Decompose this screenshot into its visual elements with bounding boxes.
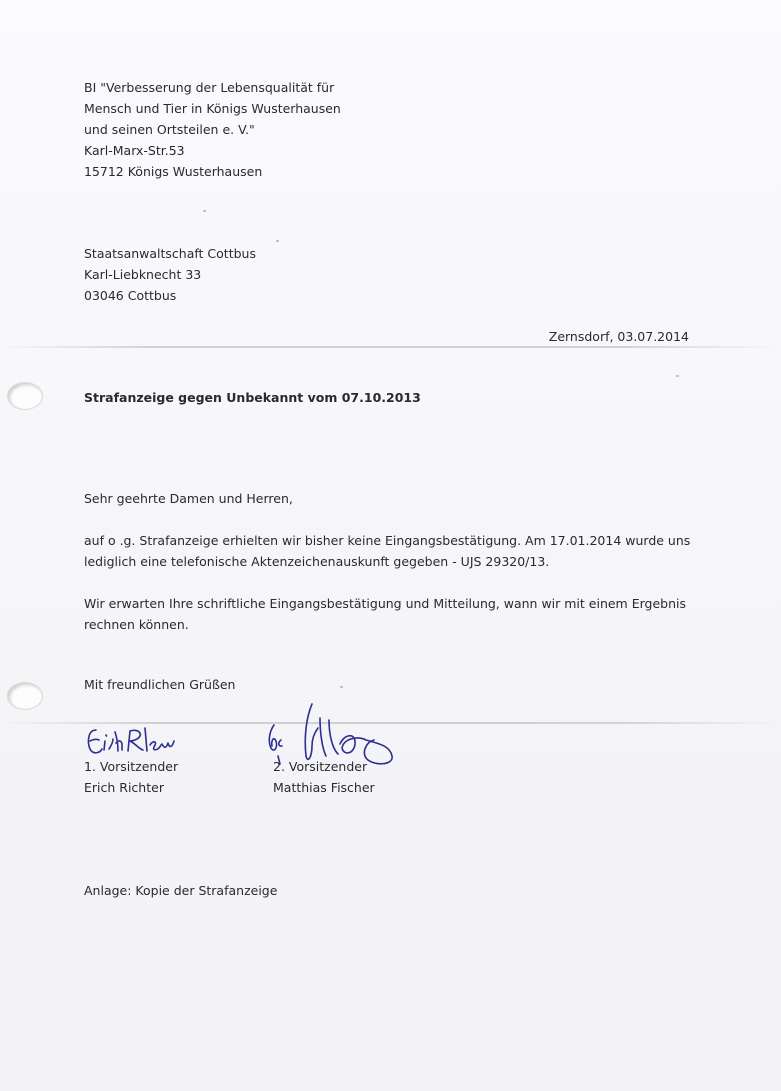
attachment-note: Anlage: Kopie der Strafanzeige <box>84 883 278 898</box>
signature-erich-richter <box>84 722 184 758</box>
punch-hole-top <box>8 383 42 409</box>
paper-speck <box>276 240 279 242</box>
place-date: Zernsdorf, 03.07.2014 <box>548 329 689 344</box>
subject-line: Strafanzeige gegen Unbekannt vom 07.10.2013 <box>84 390 421 405</box>
body-p1-line-2: lediglich eine telefonische Aktenzeichenauskunft gegeben - UJS 29320/13. <box>84 554 550 569</box>
signatory-2-name: Matthias Fischer <box>273 780 375 795</box>
signatory-1-name: Erich Richter <box>84 780 164 795</box>
closing: Mit freundlichen Grüßen <box>84 677 236 692</box>
recipient-name: Staatsanwaltschaft Cottbus <box>84 246 256 261</box>
punch-hole-bottom <box>8 683 42 709</box>
paper-speck <box>340 686 343 688</box>
sender-line-2: Mensch und Tier in Königs Wusterhausen <box>84 101 341 116</box>
sender-street: Karl-Marx-Str.53 <box>84 143 185 158</box>
signatory-2-role: 2. Vorsitzender <box>273 759 368 774</box>
body-p1-line-1: auf o .g. Strafanzeige erhielten wir bisher keine Eingangsbestätigung. Am 17.01.2014 wurde uns <box>84 533 691 548</box>
sender-line-3: und seinen Ortsteilen e. V." <box>84 122 255 137</box>
paper-speck <box>676 375 679 377</box>
salutation: Sehr geehrte Damen und Herren, <box>84 491 293 506</box>
sender-line-1: BI "Verbesserung der Lebensqualität für <box>84 80 335 95</box>
recipient-street: Karl-Liebknecht 33 <box>84 267 202 282</box>
body-p2-line-1: Wir erwarten Ihre schriftliche Eingangsbestätigung und Mitteilung, wann wir mit einem Ergebnis <box>84 596 686 611</box>
signatory-1-role: 1. Vorsitzender <box>84 759 179 774</box>
recipient-city: 03046 Cottbus <box>84 288 177 303</box>
body-p2-line-2: rechnen können. <box>84 617 189 632</box>
paper-speck <box>203 210 206 212</box>
sender-city: 15712 Königs Wusterhausen <box>84 164 263 179</box>
